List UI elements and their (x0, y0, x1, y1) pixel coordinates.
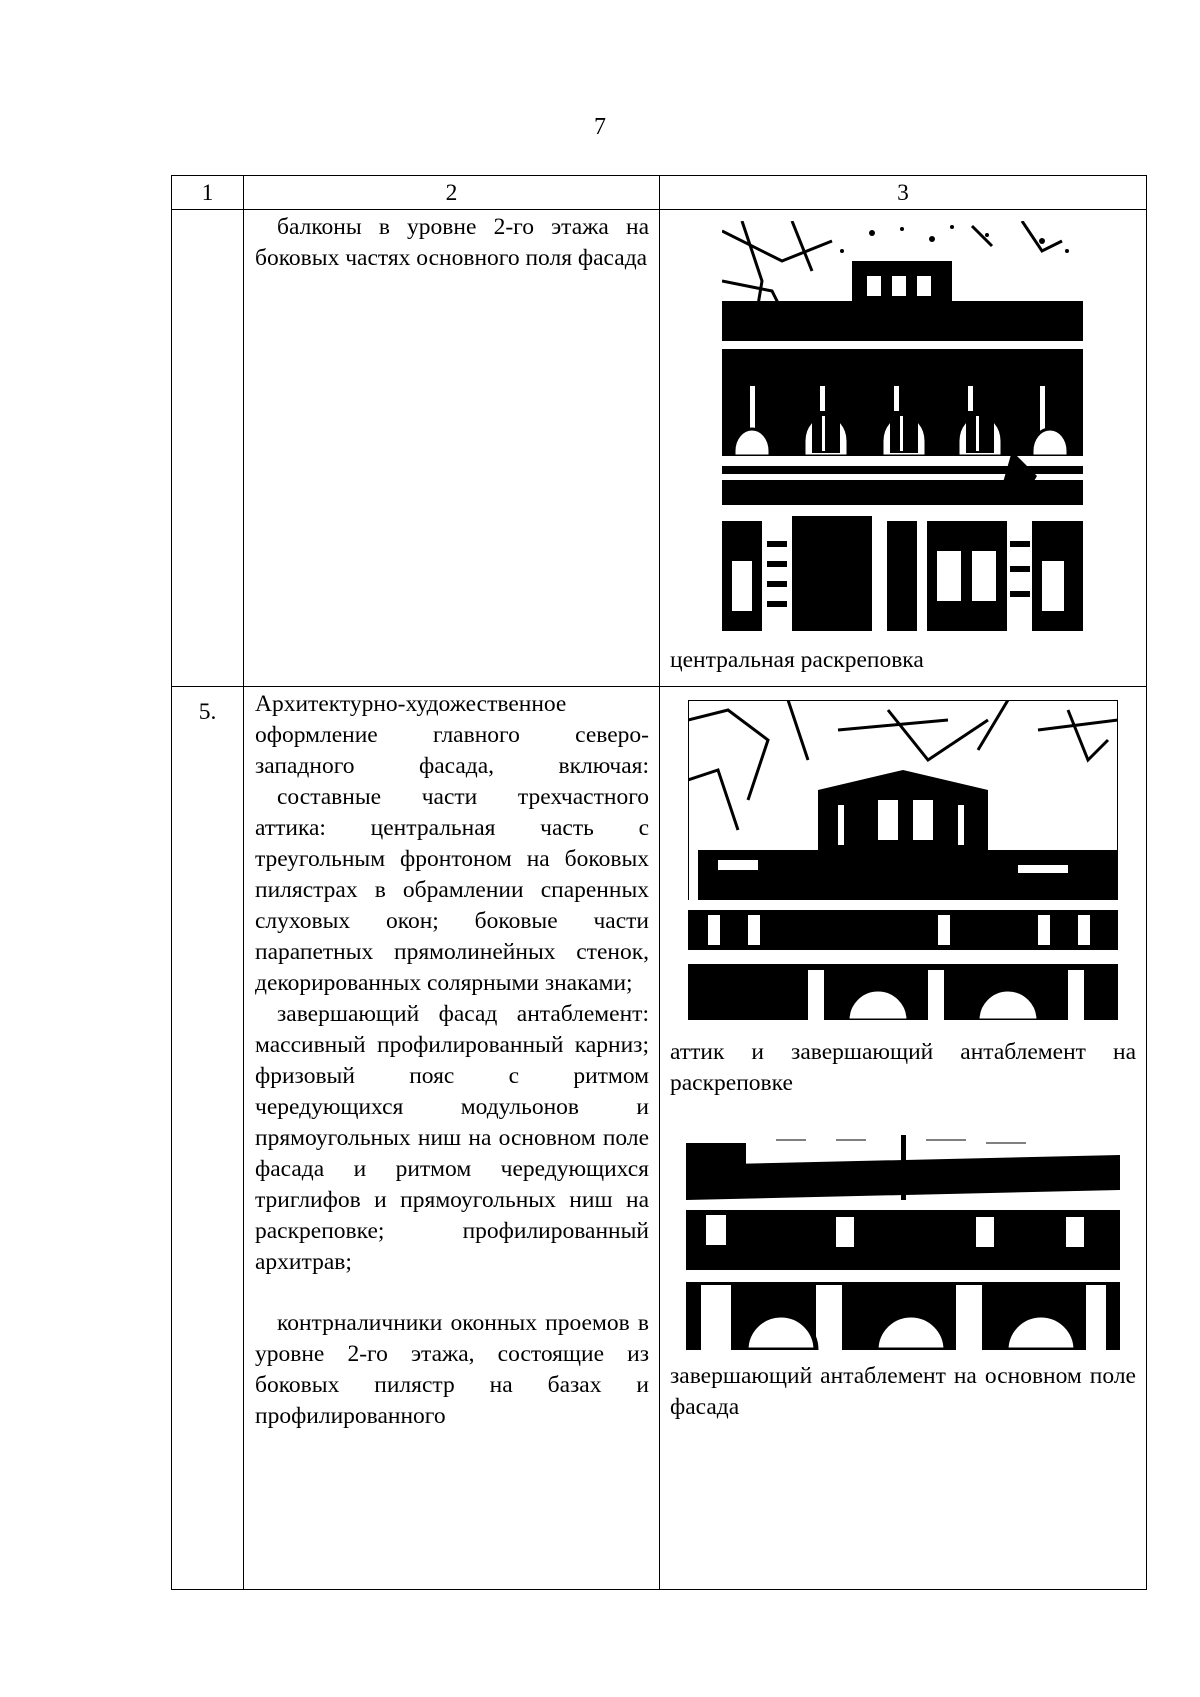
photo-caption: завершающий антаблемент на основном поле фасада (670, 1363, 1136, 1420)
photo-caption: центральная раскреповка (670, 647, 924, 673)
facade-central-projection-photo (722, 221, 1083, 631)
row-number: 5. (172, 687, 244, 1590)
photo-cell (660, 210, 1147, 687)
main-facade-entablature-photo (686, 1135, 1120, 1350)
column-header-3: 3 (660, 176, 1147, 210)
photo-caption: аттик и завершающий антаблемент на раскреповке (670, 1039, 1136, 1096)
description-cell (244, 687, 660, 1590)
description-window-surrounds: контрналичники оконных проемов в уровне 2-го этажа, состоящие из боковых пилястр на базах и профилированного (255, 1310, 649, 1429)
table-header-row (172, 176, 1147, 210)
table-row (172, 687, 1147, 1590)
row-number (172, 210, 244, 687)
column-header-2: 2 (244, 176, 660, 210)
page-number: 7 (594, 114, 606, 140)
attic-entablature-photo (688, 700, 1118, 1020)
description-entablature: завершающий фасад антаблемент: массивный профилированный карниз; фризовый пояс с ритмом чередующихся модульонов и прямоугольных ниш на основном поле фасада и ритмом чередующихся триглифов и прямоугольных ниш на раскреповке; профилированный архитрав; (255, 1001, 649, 1275)
column-header-1: 1 (172, 176, 244, 210)
table-row (172, 210, 1147, 687)
description-intro: Архитектурно-художественное оформление главного северо-западного фасада, включая: (255, 691, 649, 779)
description-cell (244, 210, 660, 687)
description-attic: составные части трехчастного аттика: центральная часть с треугольным фронтоном на боковых пилястрах в обрамлении спаренных слуховых окон; боковые части парапетных прямолинейных стенок, декорированных солярными знаками; (255, 784, 649, 996)
monument-elements-table (171, 175, 1147, 1590)
description-text: балконы в уровне 2-го этажа на боковых частях основного поля фасада (255, 214, 649, 271)
photo-cell (660, 687, 1147, 1590)
